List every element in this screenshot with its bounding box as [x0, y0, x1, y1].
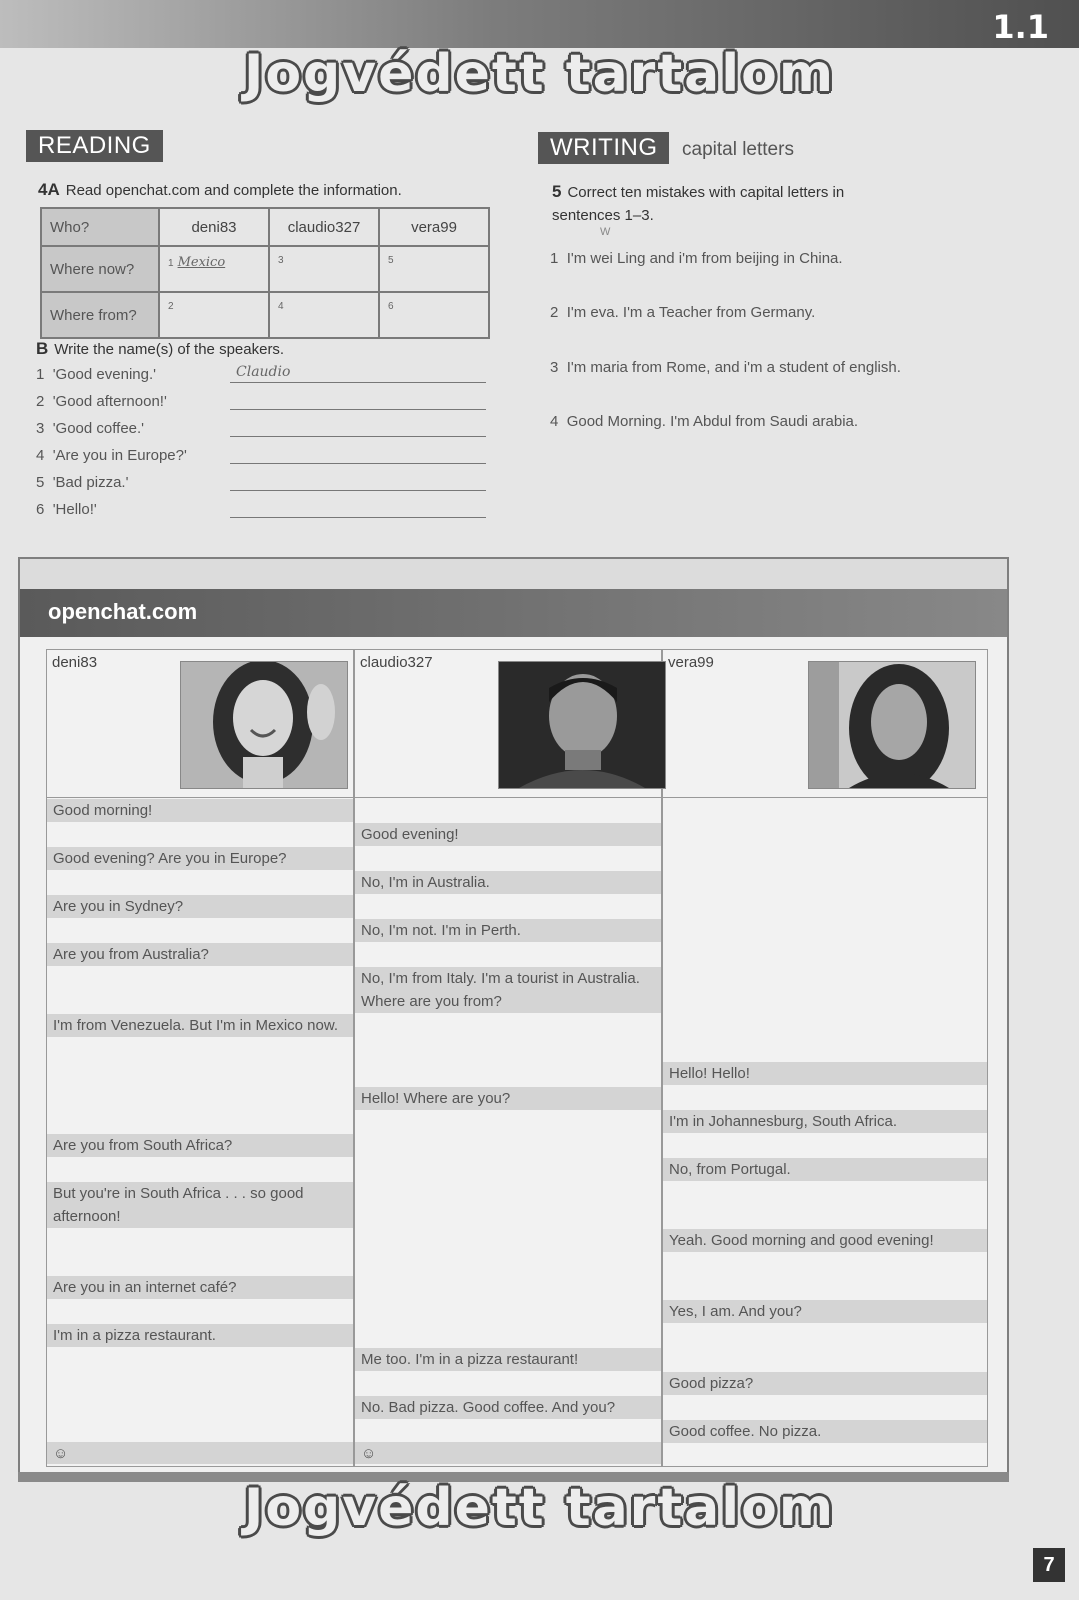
speaker-item [36, 364, 291, 383]
avatar-claudio327 [498, 661, 666, 789]
table-row [41, 246, 489, 292]
row-label-where-from: Where from? [41, 292, 159, 338]
answer-line[interactable] [230, 463, 486, 464]
answer-line[interactable] [230, 436, 486, 437]
item-quote: 'Hello!' [52, 501, 97, 518]
chat-site-title: openchat.com [48, 599, 198, 624]
avatar-deni83-image [181, 662, 347, 788]
correction-mark: W [600, 226, 611, 238]
chat-message-claudio327: Hello! Where are you? [355, 1087, 661, 1110]
table-header-row [41, 208, 489, 246]
answer-line[interactable] [230, 382, 486, 383]
item-number: 6 [36, 501, 45, 518]
chat-message-claudio327: No. Bad pizza. Good coffee. And you? [355, 1396, 661, 1419]
chat-message-claudio327: No, I'm in Australia. [355, 871, 661, 894]
avatar-vera99-image [809, 662, 975, 788]
table-cell-5[interactable]: 5 [379, 246, 489, 292]
chat-message-vera99: Yes, I am. And you? [663, 1300, 987, 1323]
speaker-item [36, 474, 128, 491]
item-quote: 'Good coffee.' [52, 420, 145, 437]
item-number: 2 [550, 304, 559, 321]
sentence-text: I'm maria from Rome, and i'm a student of english. [566, 359, 901, 376]
ex4a-instruction: Read openchat.com and complete the information. [65, 182, 402, 199]
cell-number: 1 [168, 258, 174, 269]
chat-message-claudio327: No, I'm from Italy. I'm a tourist in Australia. Where are you from? [355, 967, 661, 1013]
table-cell-2[interactable]: 2 [159, 292, 269, 338]
chat-top-stripe [20, 559, 1007, 589]
sentence-text: Good Morning. I'm Abdul from Saudi arabia. [566, 413, 859, 430]
item-number: 3 [550, 359, 559, 376]
item-number: 5 [36, 474, 45, 491]
writing-sentence [550, 250, 843, 267]
chat-message-deni83: Are you from South Africa? [47, 1134, 353, 1157]
table-cell-3[interactable]: 3 [269, 246, 379, 292]
item-number: 1 [550, 250, 559, 267]
chat-message-deni83: Good evening? Are you in Europe? [47, 847, 353, 870]
item-number: 3 [36, 420, 45, 437]
chat-message-vera99: Good pizza? [663, 1372, 987, 1395]
item-quote: 'Are you in Europe?' [52, 447, 187, 464]
speaker-item [36, 393, 167, 410]
avatar-deni83 [180, 661, 348, 789]
info-table [40, 207, 490, 339]
writing-sentence [550, 304, 815, 321]
answer-line[interactable] [230, 490, 486, 491]
avatar-claudio327-image [499, 662, 665, 788]
sentence-text: I'm eva. I'm a Teacher from Germany. [566, 304, 816, 321]
ex5-instruction: Correct ten mistakes with capital letters in [567, 184, 845, 201]
item-number: 4 [550, 413, 559, 430]
profile-divider [46, 797, 988, 798]
chat-message-deni83: Are you from Australia? [47, 943, 353, 966]
table-cell-6[interactable]: 6 [379, 292, 489, 338]
username-deni83: deni83 [52, 654, 98, 671]
chat-message-deni83: I'm from Venezuela. But I'm in Mexico now. [47, 1014, 353, 1037]
item-quote: 'Good evening.' [52, 366, 156, 383]
item-quote: 'Good afternoon!' [52, 393, 167, 410]
smiley-icon: ☺ [355, 1442, 661, 1464]
username-claudio327: claudio327 [360, 654, 433, 671]
writing-sentence [550, 413, 858, 430]
ex4b-num: B [36, 339, 49, 358]
speaker-item [36, 420, 144, 437]
ex4a-title [38, 180, 402, 200]
ex5-instruction-2: sentences 1–3. [552, 207, 654, 224]
cell-answer: Mexico [177, 255, 226, 270]
chat-message-vera99: No, from Portugal. [663, 1158, 987, 1181]
table-header-claudio: claudio327 [269, 208, 379, 246]
chat-message-deni83: I'm in a pizza restaurant. [47, 1324, 353, 1347]
item-number: 2 [36, 393, 45, 410]
sentence-text: I'm wei Ling and i'm from beijing in China. [566, 250, 843, 267]
table-row [41, 292, 489, 338]
ex4b-title [36, 339, 284, 359]
smiley-icon: ☺ [47, 1442, 353, 1464]
ex5-num: 5 [552, 182, 562, 201]
chat-message-deni83: Good morning! [47, 799, 353, 822]
table-header-vera: vera99 [379, 208, 489, 246]
watermark-top: Jogvédett tartalom [243, 44, 836, 104]
table-cell-1[interactable] [159, 246, 269, 292]
chat-message-vera99: Good coffee. No pizza. [663, 1420, 987, 1443]
speaker-item [36, 447, 187, 464]
answer-line[interactable] [230, 517, 486, 518]
chat-message-deni83: Are you in an internet café? [47, 1276, 353, 1299]
chat-message-claudio327: No, I'm not. I'm in Perth. [355, 919, 661, 942]
chat-message-deni83: But you're in South Africa . . . so good afternoon! [47, 1182, 353, 1228]
chat-message-vera99: Yeah. Good morning and good evening! [663, 1229, 987, 1252]
ex5-title [552, 180, 932, 227]
top-banner [0, 0, 1079, 48]
row-label-where-now: Where now? [41, 246, 159, 292]
item-number: 1 [36, 366, 45, 383]
answer-line[interactable] [230, 409, 486, 410]
table-header-who: Who? [41, 208, 159, 246]
reading-heading: READING [26, 130, 163, 162]
watermark-bottom: Jogvédett tartalom [243, 1478, 836, 1538]
speaker-answer: Claudio [236, 364, 291, 380]
chat-message-vera99: Hello! Hello! [663, 1062, 987, 1085]
chat-message-claudio327: Me too. I'm in a pizza restaurant! [355, 1348, 661, 1371]
speaker-item [36, 501, 97, 518]
avatar-vera99 [808, 661, 976, 789]
table-cell-4[interactable]: 4 [269, 292, 379, 338]
page-number: 7 [1033, 1548, 1065, 1582]
ex4a-num: 4A [38, 180, 60, 199]
item-quote: 'Bad pizza.' [52, 474, 129, 491]
item-number: 4 [36, 447, 45, 464]
chat-message-vera99: I'm in Johannesburg, South Africa. [663, 1110, 987, 1133]
chat-message-claudio327: Good evening! [355, 823, 661, 846]
chat-message-deni83: Are you in Sydney? [47, 895, 353, 918]
writing-sentence [550, 359, 901, 376]
writing-heading: WRITING [538, 132, 669, 164]
unit-number: 1.1 [992, 8, 1049, 46]
writing-subheading: capital letters [682, 139, 794, 160]
ex4b-instruction: Write the name(s) of the speakers. [54, 341, 285, 358]
username-vera99: vera99 [668, 654, 714, 671]
table-header-deni: deni83 [159, 208, 269, 246]
